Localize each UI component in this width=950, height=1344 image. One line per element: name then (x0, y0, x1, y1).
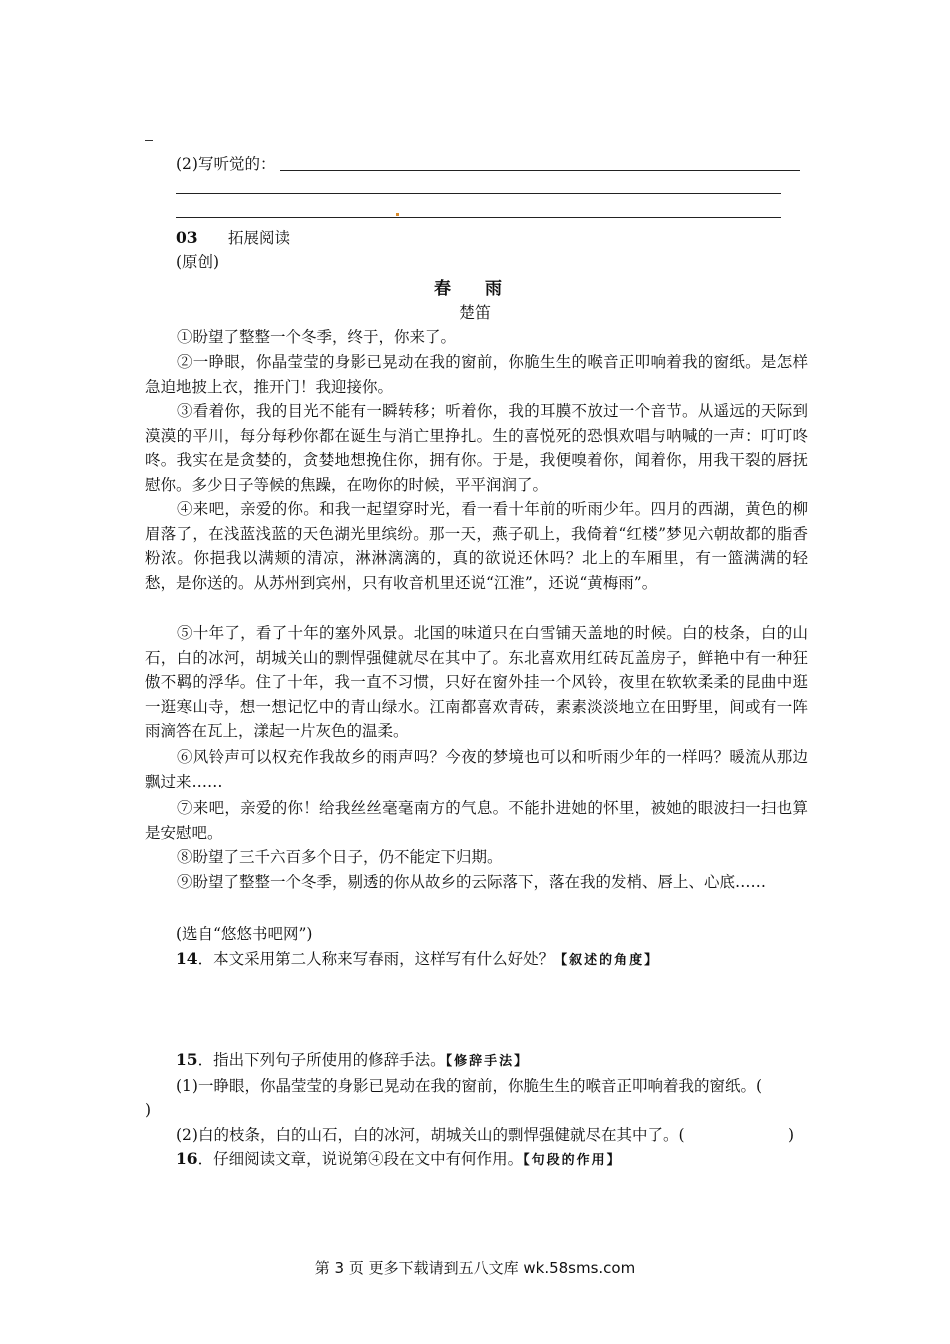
stray-mark (396, 213, 399, 216)
q15-text: ．指出下列句子所使用的修辞手法。 (197, 1051, 446, 1069)
answer-line-2[interactable] (176, 193, 781, 194)
q16-tag: 【句段的作用】 (523, 1153, 622, 1168)
q14-tag: 【叙述的角度】 (554, 953, 660, 968)
q16-number: 16 (176, 1149, 198, 1168)
question-15 (176, 1048, 529, 1074)
question-16 (176, 1147, 622, 1173)
q15-item-1-close: ) (145, 1101, 152, 1119)
article-source: (选自“悠悠书吧网”) (176, 925, 313, 943)
paragraph-6: ⑥风铃声可以权充作我故乡的雨声吗？今夜的梦境也可以和听雨少年的一样吗？暖流从那边飘过来…… (145, 748, 808, 791)
paragraph-9: ⑨盼望了整整一个冬季，剔透的你从故乡的云际落下，落在我的发梢、唇上、心底…… (177, 873, 767, 891)
paragraph-5: ⑤十年了，看了十年的塞外风景。北国的味道只在白雪铺天盖地的时候。白的枝条，白的山石，白的冰河，胡城关山的剽悍强健就尽在其中了。东北喜欢用红砖瓦盖房子，鲜艳中有一种狂傲不羁的浮华。住了十年，我一直不习惯，只好在窗外挂一个风铃，夜里在软软柔柔的昆曲中逛一逛寒山寺，想一想记忆中的青山绿水。江南都喜欢青砖，素素淡淡地立在田野里，间或有一阵雨滴答在瓦上，漾起一片灰色的温柔。 (145, 624, 808, 741)
article-title: 春 雨 (434, 279, 516, 299)
q15-item-2: (2)白的枝条，白的山石，白的冰河，胡城关山的剽悍强健就尽在其中了。( (176, 1126, 685, 1144)
page-footer: 第 3 页 更多下载请到五八文库 wk.58sms.com (314, 1259, 636, 1277)
q15-item-1: (1)一睁眼，你晶莹莹的身影已晃动在我的窗前，你脆生生的喉音正叩响着我的窗纸。( (176, 1077, 763, 1095)
paragraph-1: ①盼望了整整一个冬季，终于，你来了。 (177, 328, 457, 346)
question-14 (176, 947, 659, 973)
paragraph-8: ⑧盼望了三千六百多个日子，仍不能定下归期。 (177, 848, 503, 866)
paragraph-2: ②一睁眼，你晶莹莹的身影已晃动在我的窗前，你脆生生的喉音正叩响着我的窗纸。是怎样急迫地披上衣，推开门！我迎接你。 (145, 353, 808, 396)
q16-text: ．仔细阅读文章，说说第④段在文中有何作用。 (197, 1150, 524, 1168)
paragraph-4: ④来吧，亲爱的你。和我一起望穿时光，看一看十年前的听雨少年。四月的西湖，黄色的柳眉落了，在浅蓝浅蓝的天色湖光里缤纷。那一天，燕子矶上，我倚着“红楼”梦见六朝故都的脂香粉浓。你挹我以满颊的清凉，淋淋漓漓的，真的欲说还休吗？北上的车厢里，有一篮满满的轻愁，是你送的。从苏州到宾州，只有收音机里还说“江淮”，还说“黄梅雨”。 (145, 500, 808, 592)
section-number: 03 (176, 228, 198, 247)
paragraph-7: ⑦来吧，亲爱的你！给我丝丝毫毫南方的气息。不能扑进她的怀里，被她的眼波扫一扫也算是安慰吧。 (145, 799, 808, 842)
q13-2-label: (2)写听觉的： (176, 155, 276, 173)
q14-text: ．本文采用第二人称来写春雨，这样写有什么好处？ (197, 950, 555, 968)
source-note: (原创) (176, 253, 220, 271)
q15-item-2-close: ) (788, 1126, 795, 1144)
article-author: 楚笛 (458, 303, 491, 322)
q15-tag: 【修辞手法】 (445, 1054, 530, 1069)
q15-number: 15 (176, 1050, 198, 1069)
answer-line-3[interactable] (176, 217, 781, 218)
paragraph-3: ③看着你，我的目光不能有一瞬转移；听着你，我的耳膜不放过一个音节。从遥远的天际到漠漠的平川，每分每秒你都在诞生与消亡里挣扎。生的喜悦死的恐惧欢唱与呐喊的一声：叮叮咚咚。我实在是贪婪的，贪婪地想挽住你，拥有你。于是，我便嗅着你，闻着你，用我干裂的唇抚慰你。多少日子等候的焦躁，在吻你的时候，平平润润了。 (145, 402, 808, 494)
section-title: 拓展阅读 (228, 229, 291, 247)
answer-line-1[interactable] (280, 170, 800, 171)
stray-dash (145, 140, 153, 141)
q14-number: 14 (176, 949, 198, 968)
